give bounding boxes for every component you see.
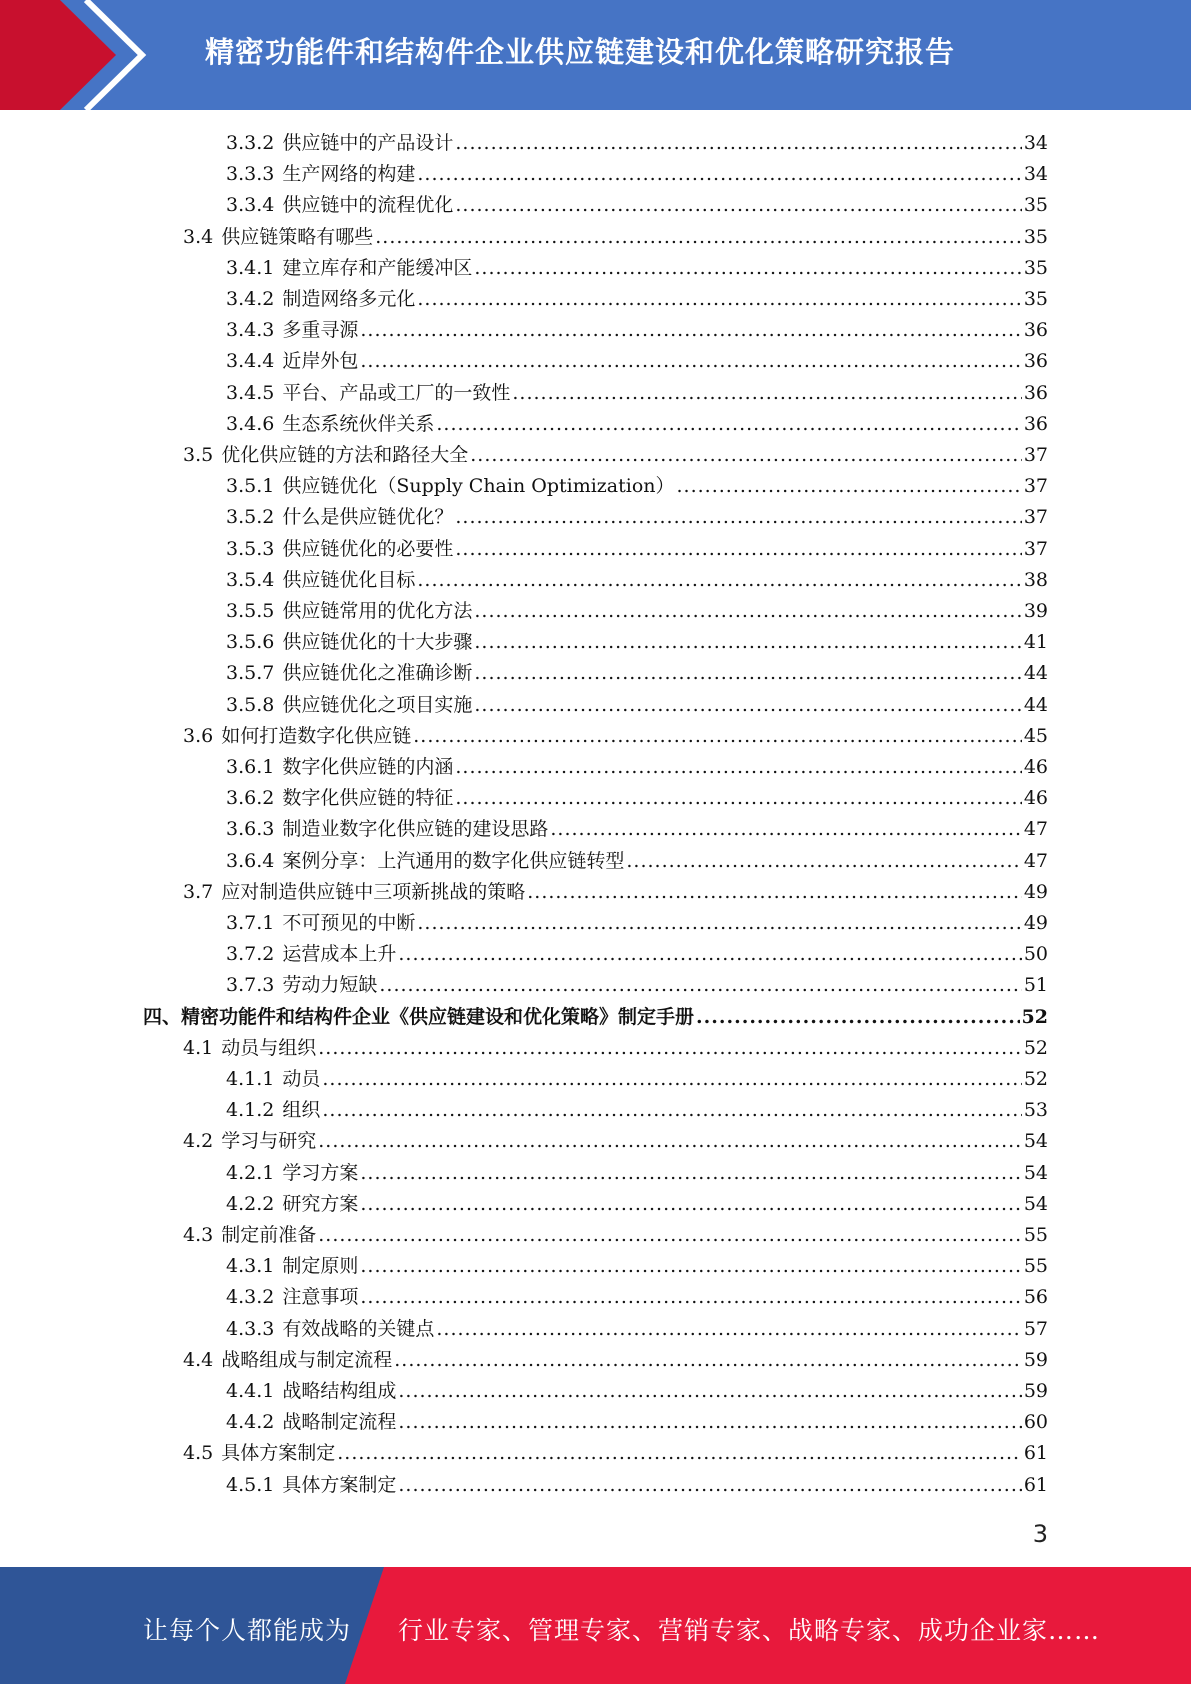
- toc-entry-title: 数字化供应链的特征: [282, 787, 454, 810]
- toc-dot-leader: [360, 1158, 1021, 1189]
- toc-entry-title: 供应链优化（Supply Chain Optimization）: [282, 475, 675, 498]
- toc-entry[interactable]: [226, 1251, 1048, 1282]
- toc-entry[interactable]: [226, 253, 1048, 284]
- toc-entry-title: 近岸外包: [282, 350, 359, 373]
- toc-entry-title: 供应链优化之准确诊断: [282, 662, 473, 685]
- toc-entry-title: 供应链中的产品设计: [282, 132, 454, 154]
- toc-entry[interactable]: [226, 783, 1048, 814]
- toc-entry[interactable]: [226, 1407, 1048, 1438]
- toc-entry-page: 37: [1023, 537, 1048, 560]
- toc-dot-leader: [474, 690, 1021, 721]
- toc-dot-leader: [318, 1220, 1022, 1251]
- toc-entry-number: 3.7.2: [226, 943, 275, 966]
- toc-entry-title: 动员: [282, 1068, 321, 1090]
- toc-entry[interactable]: [226, 284, 1048, 315]
- toc-entry-title: 制定原则: [282, 1255, 359, 1278]
- toc-entry[interactable]: [226, 846, 1048, 877]
- toc-entry[interactable]: [226, 346, 1048, 377]
- toc-entry-page: 54: [1023, 1130, 1048, 1153]
- toc-entry[interactable]: [226, 409, 1048, 440]
- toc-entry-page: 41: [1023, 631, 1048, 654]
- toc-entry-title: 如何打造数字化供应链: [221, 724, 412, 747]
- toc-entry-page: 46: [1023, 787, 1048, 810]
- toc-entry-title: 供应链优化的必要性: [282, 537, 454, 560]
- toc-dot-leader: [455, 502, 1021, 533]
- page-footer: [0, 1567, 1191, 1684]
- toc-entry-page: 44: [1023, 662, 1048, 685]
- toc-entry-number: 3.6: [183, 724, 214, 747]
- toc-dot-leader: [360, 1189, 1021, 1220]
- toc-dot-leader: [398, 1376, 1021, 1407]
- toc-dot-leader: [474, 596, 1021, 627]
- toc-entry-page: 46: [1023, 756, 1048, 778]
- toc-entry-title: 数字化供应链的内涵: [282, 756, 454, 778]
- toc-entry-number: 4.1.1: [226, 1068, 275, 1090]
- toc-entry-number: 4.4.1: [226, 1380, 275, 1402]
- toc-entry-number: 3.5: [183, 444, 214, 466]
- toc-entry-page: 55: [1023, 1224, 1048, 1246]
- toc-entry-title: 学习方案: [282, 1161, 359, 1184]
- toc-entry-title: 不可预见的中断: [282, 912, 416, 934]
- toc-dot-leader: [470, 440, 1022, 471]
- toc-dot-leader: [398, 1470, 1021, 1501]
- toc-entry[interactable]: [226, 627, 1048, 658]
- toc-entry-number: 4.2: [183, 1130, 214, 1153]
- toc-entry-page: 59: [1023, 1348, 1048, 1371]
- toc-dot-leader: [550, 814, 1021, 845]
- toc-entry-number: 3.5.3: [226, 537, 275, 560]
- toc-entry-title: 组织: [282, 1099, 321, 1122]
- toc-dot-leader: [455, 190, 1021, 221]
- toc-entry[interactable]: [226, 908, 1048, 939]
- toc-entry[interactable]: [183, 1126, 1048, 1157]
- toc-entry-page: 47: [1023, 849, 1048, 872]
- toc-entry-number: 4.4: [183, 1348, 214, 1371]
- toc-entry[interactable]: [226, 128, 1048, 159]
- toc-entry-page: 45: [1023, 724, 1048, 747]
- toc-entry-page: 35: [1023, 225, 1048, 248]
- toc-dot-leader: [455, 752, 1021, 783]
- toc-entry-number: 4.3: [183, 1224, 214, 1246]
- toc-entry-title: 四、精密功能件和结构件企业《供应链建设和优化策略》制定手册: [143, 1005, 695, 1028]
- toc-entry-page: 35: [1023, 288, 1048, 310]
- toc-entry[interactable]: [226, 502, 1048, 533]
- toc-entry-number: 4.3.3: [226, 1317, 275, 1340]
- toc-entry[interactable]: [183, 1033, 1048, 1064]
- toc-entry-title: 供应链优化之项目实施: [282, 693, 473, 716]
- toc-entry[interactable]: [226, 1064, 1048, 1095]
- toc-entry-page: 52: [1021, 1005, 1048, 1028]
- toc-entry-title: 研究方案: [282, 1192, 359, 1215]
- toc-dot-leader: [527, 877, 1022, 908]
- toc-entry-page: 35: [1023, 256, 1048, 279]
- toc-entry[interactable]: [226, 1158, 1048, 1189]
- toc-dot-leader: [455, 128, 1021, 159]
- toc-entry[interactable]: [226, 159, 1048, 190]
- toc-entry-number: 3.5.1: [226, 475, 275, 498]
- toc-entry-title: 具体方案制定: [221, 1442, 336, 1465]
- toc-dot-leader: [322, 1095, 1021, 1126]
- toc-entry-title: 案例分享：上汽通用的数字化供应链转型: [282, 849, 625, 872]
- toc-entry-number: 3.3.3: [226, 163, 275, 186]
- toc-entry-page: 44: [1023, 693, 1048, 716]
- toc-entry-title: 战略组成与制定流程: [221, 1348, 393, 1371]
- toc-dot-leader: [455, 783, 1021, 814]
- toc-entry-number: 3.5.5: [226, 600, 275, 622]
- toc-entry-page: 39: [1023, 600, 1048, 622]
- toc-entry[interactable]: [183, 1438, 1048, 1469]
- toc-entry-number: 3.4.6: [226, 412, 275, 435]
- toc-entry[interactable]: [226, 690, 1048, 721]
- toc-entry[interactable]: [226, 1314, 1048, 1345]
- toc-entry-page: 51: [1023, 974, 1048, 997]
- toc-entry-number: 4.2.2: [226, 1192, 275, 1215]
- toc-entry[interactable]: [226, 752, 1048, 783]
- toc-dot-leader: [360, 346, 1021, 377]
- toc-entry-number: 4.3.1: [226, 1255, 275, 1278]
- toc-dot-leader: [318, 1126, 1022, 1157]
- toc-entry-number: 3.3.4: [226, 194, 275, 217]
- toc-entry-title: 运营成本上升: [282, 943, 397, 966]
- toc-dot-leader: [474, 253, 1021, 284]
- toc-entry-title: 制定前准备: [221, 1224, 317, 1246]
- toc-dot-leader: [360, 1282, 1021, 1313]
- toc-entry-number: 3.4.5: [226, 381, 275, 404]
- toc-entry-title: 生产网络的构建: [282, 163, 416, 186]
- page-number: 3: [1032, 1520, 1048, 1548]
- page-header: [0, 0, 1191, 110]
- toc-dot-leader: [398, 939, 1021, 970]
- toc-entry-page: 60: [1023, 1411, 1048, 1434]
- toc-entry[interactable]: [183, 877, 1048, 908]
- toc-entry-number: 4.4.2: [226, 1411, 275, 1434]
- toc-entry-number: 4.5.1: [226, 1473, 275, 1496]
- toc-entry[interactable]: [226, 1470, 1048, 1501]
- toc-entry-title: 动员与组织: [221, 1036, 317, 1059]
- toc-entry-title: 具体方案制定: [282, 1473, 397, 1496]
- toc-entry-title: 供应链策略有哪些: [221, 225, 374, 248]
- toc-entry[interactable]: [183, 721, 1048, 752]
- toc-entry[interactable]: [183, 440, 1048, 471]
- toc-entry-number: 4.2.1: [226, 1161, 275, 1184]
- toc-entry[interactable]: [226, 1282, 1048, 1313]
- toc-dot-leader: [455, 534, 1021, 565]
- toc-entry-page: 55: [1023, 1255, 1048, 1278]
- toc-entry-page: 38: [1023, 568, 1048, 591]
- toc-entry-page: 59: [1023, 1380, 1048, 1402]
- toc-entry[interactable]: [226, 658, 1048, 689]
- toc-entry-number: 3.6.3: [226, 818, 275, 841]
- toc-dot-leader: [360, 1251, 1021, 1282]
- toc-entry-number: 3.7.1: [226, 912, 275, 934]
- toc-entry-number: 4.1: [183, 1036, 214, 1059]
- toc-entry-number: 3.4: [183, 225, 214, 248]
- toc-dot-leader: [417, 159, 1021, 190]
- toc-entry-number: 3.7.3: [226, 974, 275, 997]
- toc-entry-page: 57: [1023, 1317, 1048, 1340]
- toc-dot-leader: [394, 1345, 1022, 1376]
- toc-entry-title: 劳动力短缺: [282, 974, 378, 997]
- toc-dot-leader: [398, 1407, 1021, 1438]
- toc-entry-page: 36: [1023, 412, 1048, 435]
- toc-entry-number: 3.7: [183, 880, 214, 903]
- toc-entry-number: 4.1.2: [226, 1099, 275, 1122]
- footer-slogan-right: 行业专家、管理专家、营销专家、战略专家、成功企业家……: [398, 1616, 1101, 1645]
- toc-entry-page: 52: [1023, 1036, 1048, 1059]
- toc-entry-title: 战略制定流程: [282, 1411, 397, 1434]
- toc-entry-page: 35: [1023, 194, 1048, 217]
- toc-dot-leader: [413, 721, 1022, 752]
- toc-entry-page: 34: [1023, 132, 1048, 154]
- toc-dot-leader: [375, 222, 1022, 253]
- toc-entry-page: 52: [1023, 1068, 1048, 1090]
- toc-entry[interactable]: [226, 378, 1048, 409]
- toc-entry-title: 注意事项: [282, 1286, 359, 1309]
- toc-entry-title: 供应链优化的十大步骤: [282, 631, 473, 654]
- toc-entry-page: 54: [1023, 1192, 1048, 1215]
- toc-entry-number: 3.4.3: [226, 319, 275, 342]
- toc-entry-number: 3.5.8: [226, 693, 275, 716]
- toc-entry-title: 有效战略的关键点: [282, 1317, 435, 1340]
- toc-entry-number: 3.4.2: [226, 288, 275, 310]
- toc-entry-page: 36: [1023, 319, 1048, 342]
- toc-entry[interactable]: [143, 1002, 1048, 1033]
- toc-entry[interactable]: [226, 1189, 1048, 1220]
- toc-entry-number: 3.5.6: [226, 631, 275, 654]
- toc-dot-leader: [677, 471, 1022, 502]
- toc-dot-leader: [417, 908, 1021, 939]
- toc-entry-page: 56: [1023, 1286, 1048, 1309]
- toc-entry-page: 47: [1023, 818, 1048, 841]
- report-title: 精密功能件和结构件企业供应链建设和优化策略研究报告: [205, 35, 956, 69]
- toc-entry[interactable]: [226, 565, 1048, 596]
- toc-entry-title: 多重寻源: [282, 319, 359, 342]
- toc-dot-leader: [417, 565, 1021, 596]
- toc-dot-leader: [512, 378, 1021, 409]
- footer-slogan-left: 让每个人都能成为: [143, 1616, 352, 1645]
- toc-entry-page: 50: [1023, 943, 1048, 966]
- toc-dot-leader: [322, 1064, 1021, 1095]
- toc-entry-page: 61: [1023, 1442, 1048, 1465]
- toc-entry-number: 3.4.1: [226, 256, 275, 279]
- toc-dot-leader: [474, 658, 1021, 689]
- toc-entry-number: 3.5.4: [226, 568, 275, 591]
- toc-entry-title: 学习与研究: [221, 1130, 317, 1153]
- toc-entry-title: 优化供应链的方法和路径大全: [221, 444, 469, 466]
- toc-entry-title: 建立库存和产能缓冲区: [282, 256, 473, 279]
- toc-entry[interactable]: [183, 222, 1048, 253]
- toc-entry-page: 49: [1023, 912, 1048, 934]
- toc-entry[interactable]: [226, 1376, 1048, 1407]
- toc-entry-page: 37: [1023, 475, 1048, 498]
- toc-entry-number: 3.6.4: [226, 849, 275, 872]
- toc-entry-title: 供应链优化目标: [282, 568, 416, 591]
- toc-entry[interactable]: [226, 1095, 1048, 1126]
- toc-entry-page: 61: [1023, 1473, 1048, 1496]
- toc-dot-leader: [626, 846, 1021, 877]
- toc-entry[interactable]: [226, 814, 1048, 845]
- toc-entry[interactable]: [226, 471, 1048, 502]
- toc-dot-leader: [360, 315, 1021, 346]
- toc-entry-number: 3.5.7: [226, 662, 275, 685]
- toc-dot-leader: [436, 1314, 1021, 1345]
- toc-entry-page: 54: [1023, 1161, 1048, 1184]
- toc-entry-number: 3.6.1: [226, 756, 275, 778]
- toc-dot-leader: [696, 1002, 1020, 1033]
- toc-entry-number: 3.3.2: [226, 132, 275, 154]
- toc-entry-title: 应对制造供应链中三项新挑战的策略: [221, 880, 526, 903]
- toc-entry-page: 34: [1023, 163, 1048, 186]
- toc-entry-title: 生态系统伙伴关系: [282, 412, 435, 435]
- toc-entry-number: 3.4.4: [226, 350, 275, 373]
- toc-entry-title: 制造网络多元化: [282, 288, 416, 310]
- toc-dot-leader: [417, 284, 1021, 315]
- header-arrow-decoration: [0, 0, 160, 110]
- toc-entry-page: 49: [1023, 880, 1048, 903]
- toc-entry[interactable]: [226, 596, 1048, 627]
- toc-entry-number: 3.6.2: [226, 787, 275, 810]
- toc-entry-title: 什么是供应链优化？: [282, 506, 454, 529]
- toc-entry-page: 37: [1023, 506, 1048, 529]
- toc-entry-title: 战略结构组成: [282, 1380, 397, 1402]
- toc-entry-page: 53: [1023, 1099, 1048, 1122]
- toc-entry-title: 制造业数字化供应链的建设思路: [282, 818, 549, 841]
- toc-entry[interactable]: [183, 1220, 1048, 1251]
- toc-entry[interactable]: [226, 970, 1048, 1001]
- toc-dot-leader: [436, 409, 1021, 440]
- toc-entry-number: 4.5: [183, 1442, 214, 1465]
- toc-dot-leader: [379, 970, 1021, 1001]
- toc-entry-page: 36: [1023, 350, 1048, 373]
- toc-entry-number: 4.3.2: [226, 1286, 275, 1309]
- toc-entry[interactable]: [183, 1345, 1048, 1376]
- toc-entry-number: 3.5.2: [226, 506, 275, 529]
- toc-entry[interactable]: [226, 534, 1048, 565]
- toc-entry-page: 37: [1023, 444, 1048, 466]
- toc-entry[interactable]: [226, 939, 1048, 970]
- toc-dot-leader: [337, 1438, 1022, 1469]
- toc-dot-leader: [474, 627, 1021, 658]
- toc-entry-page: 36: [1023, 381, 1048, 404]
- toc-entry-title: 平台、产品或工厂的一致性: [282, 381, 511, 404]
- toc-entry[interactable]: [226, 190, 1048, 221]
- toc-entry-title: 供应链中的流程优化: [282, 194, 454, 217]
- toc-entry[interactable]: [226, 315, 1048, 346]
- toc-entry-title: 供应链常用的优化方法: [282, 600, 473, 622]
- toc-dot-leader: [318, 1033, 1022, 1064]
